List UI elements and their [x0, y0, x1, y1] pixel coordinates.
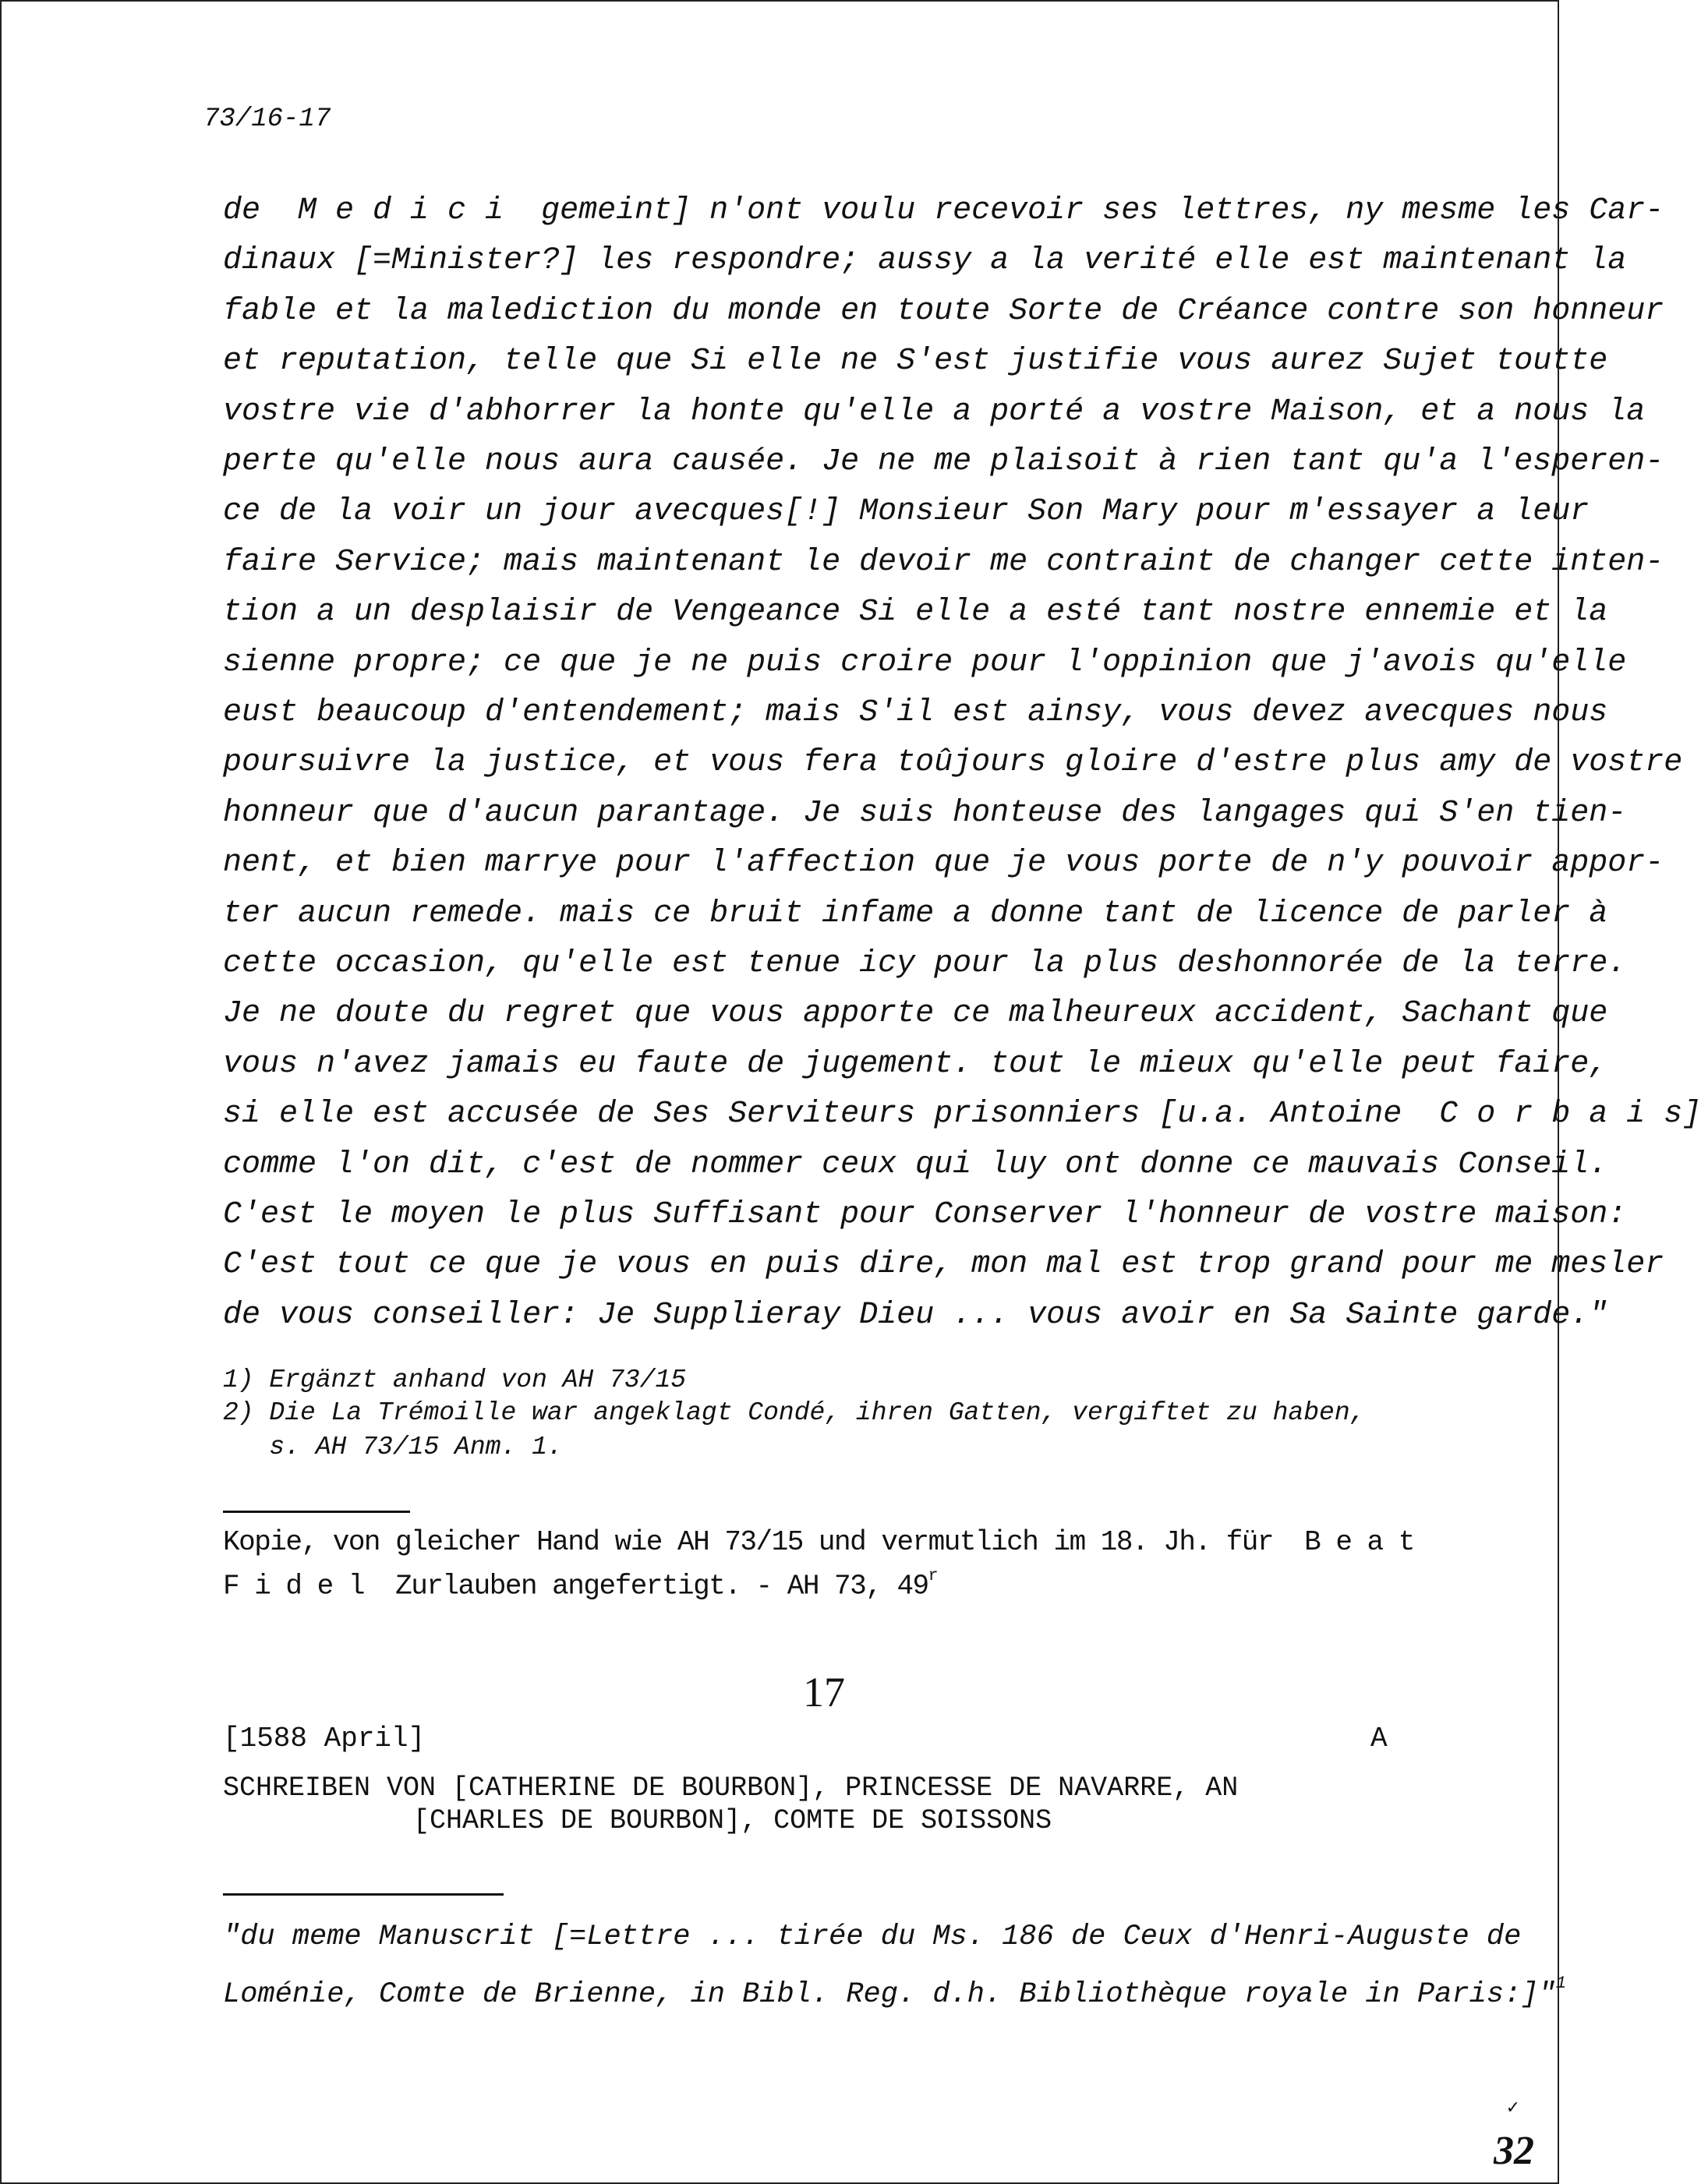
separator-rule	[223, 1511, 410, 1513]
letter-line: sienne propre; ce que je ne puis croire pour l'oppinion que j'avois qu'elle	[223, 645, 1627, 680]
page-number: 32	[1494, 2129, 1534, 2173]
copy-note-text: F i d e l Zurlauben angefertigt. - AH 73, 49	[223, 1570, 928, 1603]
letter-line: dinaux [=Minister?] les respondre; aussy a la verité elle est maintenant la	[223, 243, 1627, 279]
letter-line: perte qu'elle nous aura causée. Je ne me plaisoit à rien tant qu'a l'esperen-	[223, 444, 1664, 479]
letter-line: fable et la malediction du monde en toute Sorte de Créance contre son honneur	[223, 293, 1664, 329]
copy-note-line: Kopie, von gleicher Hand wie AH 73/15 und vermutlich im 18. Jh. für B e a t	[223, 1526, 1414, 1558]
check-mark-icon: ✓	[1505, 2098, 1520, 2118]
letter-line: ter aucun remede. mais ce bruit infame a donne tant de licence de parler à	[223, 896, 1608, 931]
letter-line: vostre vie d'abhorrer la honte qu'elle a porté a vostre Maison, et a nous la	[223, 394, 1646, 429]
document-reference: 73/16-17	[203, 104, 331, 134]
entry-title-line: [CHARLES DE BOURBON], COMTE DE SOISSONS	[413, 1805, 1052, 1836]
letter-line: de vous conseiller: Je Supplieray Dieu ... vous avoir en Sa Sainte garde."	[223, 1297, 1608, 1333]
copy-note-line	[223, 1567, 937, 1602]
letter-line: C'est tout ce que je vous en puis dire, mon mal est trop grand pour me mesler	[223, 1247, 1664, 1283]
footnote: s. AH 73/15 Anm. 1.	[223, 1433, 563, 1461]
letter-line: si elle est accusée de Ses Serviteurs prisonniers [u.a. Antoine C o r b a i s]	[223, 1097, 1701, 1133]
entry-date: [1588 April]	[223, 1723, 426, 1755]
letter-line: eust beaucoup d'entendement; mais S'il est ainsy, vous devez avecques nous	[223, 695, 1608, 730]
letter-line: honneur que d'aucun parantage. Je suis honteuse des langages qui S'en tien-	[223, 795, 1627, 831]
footnote: 1) Ergänzt anhand von AH 73/15	[223, 1366, 687, 1394]
separator-rule	[223, 1893, 504, 1896]
source-quote-text: Loménie, Comte de Brienne, in Bibl. Reg. d.h. Bibliothèque royale in Paris:]"	[223, 1977, 1556, 2011]
footnote-marker: 1	[1555, 1974, 1567, 1993]
letter-line: comme l'on dit, c'est de nommer ceux qui luy ont donne ce mauvais Conseil.	[223, 1147, 1608, 1182]
letter-line: poursuivre la justice, et vous fera toûjours gloire d'estre plus amy de vostre	[223, 745, 1683, 781]
entry-number: 17	[803, 1669, 845, 1716]
letter-line: Je ne doute du regret que vous apporte ce malheureux accident, Sachant que	[223, 996, 1608, 1032]
letter-line: tion a un desplaisir de Vengeance Si elle a esté tant nostre ennemie et la	[223, 595, 1608, 631]
footnote: 2) Die La Trémoille war angeklagt Condé, ihren Gatten, vergiftet zu haben,	[223, 1398, 1366, 1427]
entry-title-line: SCHREIBEN VON [CATHERINE DE BOURBON], PRINCESSE DE NAVARRE, AN	[223, 1772, 1239, 1804]
letter-line: et reputation, telle que Si elle ne S'est justifie vous aurez Sujet toutte	[223, 344, 1608, 380]
entry-category: A	[1370, 1723, 1388, 1755]
letter-line: nent, et bien marrye pour l'affection que je vous porte de n'y pouvoir appor-	[223, 846, 1664, 882]
source-quote-line	[223, 1974, 1566, 2011]
folio-superscript: r	[928, 1567, 938, 1585]
letter-line: ce de la voir un jour avecques[!] Monsieur Son Mary pour m'essayer a leur	[223, 494, 1590, 530]
source-quote-line: "du meme Manuscrit [=Lettre ... tirée du Ms. 186 de Ceux d'Henri-Auguste de	[223, 1921, 1522, 1953]
letter-line: cette occasion, qu'elle est tenue icy pour la plus deshonnorée de la terre.	[223, 946, 1627, 981]
letter-line: vous n'avez jamais eu faute de jugement. tout le mieux qu'elle peut faire,	[223, 1046, 1608, 1082]
letter-line: faire Service; mais maintenant le devoir me contraint de changer cette inten-	[223, 544, 1664, 580]
letter-line: C'est le moyen le plus Suffisant pour Conserver l'honneur de vostre maison:	[223, 1197, 1627, 1232]
letter-line: de M e d i c i gemeint] n'ont voulu recevoir ses lettres, ny mesme les Car-	[223, 193, 1664, 228]
